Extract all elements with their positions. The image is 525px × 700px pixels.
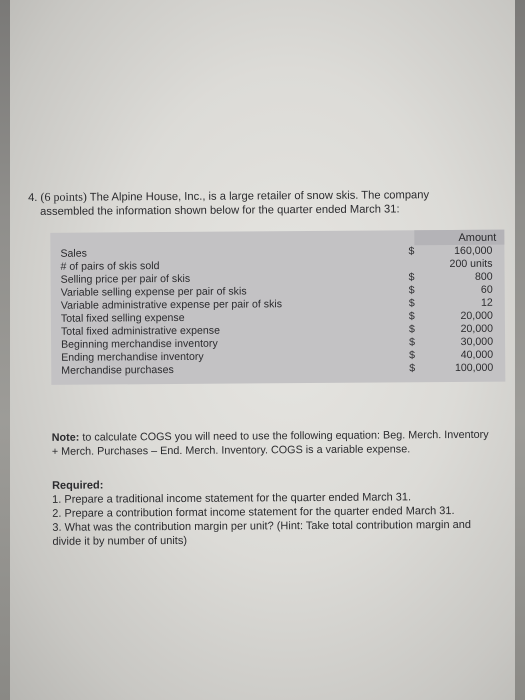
required-item-1: 1. Prepare a traditional income statement for the quarter ended March 31.: [52, 491, 412, 506]
table-header-cell: [414, 230, 504, 246]
row-dollar: $: [408, 245, 415, 258]
table-row: [51, 362, 505, 378]
question-number: 4.: [28, 191, 38, 204]
data-table: [50, 230, 505, 385]
row-value: 20,000: [460, 309, 493, 322]
row-dollar: $: [408, 310, 415, 323]
row-label: Total fixed administrative expense: [60, 324, 221, 338]
required-item-3: 3. What was the contribution margin per unit? (Hint: Take total contribution margin and: [52, 518, 472, 534]
question-text-2: assembled the information shown below for the quarter ended March 31:: [40, 203, 400, 218]
row-label: Total fixed selling expense: [60, 311, 185, 325]
row-label: Variable selling expense per pair of skis: [60, 285, 247, 299]
row-label: Selling price per pair of skis: [60, 272, 191, 286]
row-value: 40,000: [460, 348, 494, 361]
row-dollar: $: [408, 271, 415, 284]
required-title: Required:: [52, 479, 104, 492]
amount-header: Amount: [458, 231, 497, 244]
required-item-2: 2. Prepare a contribution format income statement for the quarter ended March 31.: [52, 505, 455, 520]
question-points: (6 points): [40, 189, 87, 204]
row-dollar: $: [409, 362, 416, 375]
required-block: [52, 476, 522, 549]
row-dollar: $: [408, 297, 415, 310]
question-text-1: The Alpine House, Inc., is a large retailer of snow skis. The company: [89, 189, 430, 204]
row-value: 800: [474, 270, 493, 283]
note-label: Note:: [51, 431, 80, 444]
row-label: Sales: [60, 247, 87, 260]
row-dollar: $: [408, 284, 415, 297]
row-value: 12: [480, 296, 493, 309]
required-item-3-continued: divide it by number of units): [52, 534, 188, 548]
row-label: # of pairs of skis sold: [60, 260, 160, 273]
row-label: Variable administrative expense per pair of skis: [60, 298, 283, 312]
row-value: 30,000: [460, 335, 494, 348]
paper-sheet: [10, 0, 515, 700]
row-value: 20,000: [460, 322, 494, 335]
row-value: 160,000: [454, 244, 493, 258]
row-dollar: $: [409, 349, 416, 362]
row-value: 200 units: [449, 257, 493, 271]
row-label: Ending merchandise inventory: [61, 350, 204, 364]
row-dollar: $: [409, 336, 416, 349]
note-block: [52, 428, 522, 459]
document-content: [28, 187, 520, 549]
note-text-1: to calculate COGS you will need to use the following equation: Beg. Merch. Inventory: [82, 428, 489, 444]
row-label: Beginning merchandise inventory: [61, 337, 218, 351]
note-text-2: + Merch. Purchases – End. Merch. Inventory. COGS is a variable expense.: [51, 443, 411, 458]
row-label: Merchandise purchases: [61, 363, 174, 377]
row-value: 60: [480, 283, 493, 296]
row-value: 100,000: [454, 361, 494, 375]
row-dollar: $: [408, 323, 415, 336]
